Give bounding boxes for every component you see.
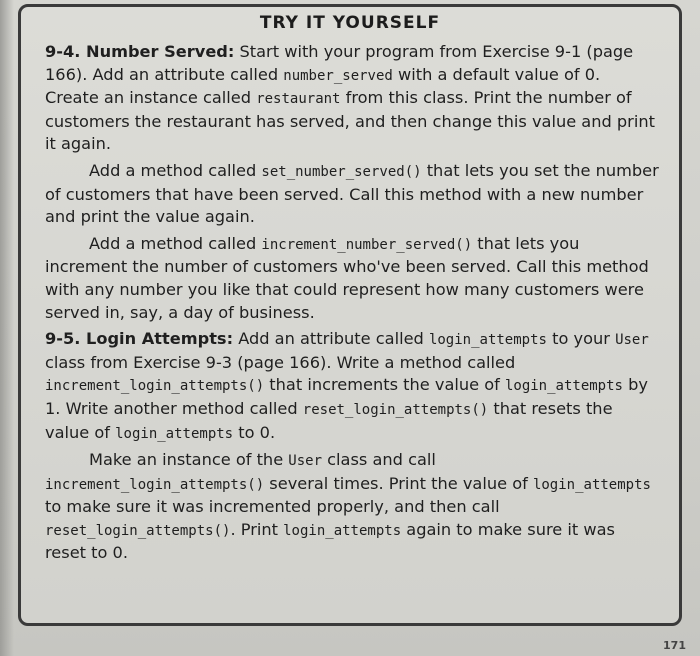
text: class and call xyxy=(322,450,436,470)
text: from this class. Print the number of customers the restaurant has served, and then change this value and print it again. xyxy=(45,88,655,154)
exercise-9-4-paragraph-2 xyxy=(45,160,659,229)
text: that lets you set the number of customers that have been served. Call this method with a new number and print the value again. xyxy=(45,160,659,227)
code-user: User xyxy=(288,453,323,470)
text: Add a method called xyxy=(89,233,262,253)
text: several times. Print the value of xyxy=(264,473,533,493)
code-increment-number-served: increment_number_served() xyxy=(261,236,473,253)
text: class from Exercise 9-3 (page 166). Write a method called xyxy=(45,352,516,372)
exercise-9-4-heading: 9-4. Number Served: xyxy=(45,42,235,61)
code-increment-login-attempts: increment_login_attempts() xyxy=(45,378,265,395)
code-login-attempts: login_attempts xyxy=(532,476,651,493)
exercise-9-5-paragraph-2 xyxy=(45,449,659,565)
exercise-content xyxy=(45,41,659,569)
try-it-yourself-box xyxy=(18,4,682,626)
code-number-served: number_served xyxy=(283,67,393,84)
text: again to make sure it was reset to 0. xyxy=(45,519,615,563)
code-restaurant: restaurant xyxy=(256,91,341,108)
box-title: TRY IT YOURSELF xyxy=(259,13,441,33)
text: to your xyxy=(546,329,616,349)
text: Add an attribute called xyxy=(233,329,429,349)
text: Make an instance of the xyxy=(89,450,289,470)
code-increment-login-attempts: increment_login_attempts() xyxy=(45,476,265,493)
exercise-9-4-paragraph-3 xyxy=(45,233,659,324)
page-number: 171 xyxy=(663,639,686,652)
text: that increments the value of xyxy=(264,375,505,395)
code-login-attempts: login_attempts xyxy=(504,378,623,395)
text: by 1. Write another method called xyxy=(45,375,648,418)
code-user: User xyxy=(615,332,649,349)
binding-shadow xyxy=(0,0,14,656)
code-reset-login-attempts: reset_login_attempts() xyxy=(45,522,231,539)
text: Start with your program from Exercise 9-1 (page 166). Add an attribute called xyxy=(45,42,634,84)
code-login-attempts: login_attempts xyxy=(283,522,402,539)
text: Add a method called xyxy=(89,160,262,180)
exercise-9-5-paragraph-1 xyxy=(45,328,659,445)
code-set-number-served: set_number_served() xyxy=(261,163,422,180)
text: to make sure it was incremented properly, and then call xyxy=(45,497,500,517)
text: with a default value of 0. Create an instance called xyxy=(45,64,601,108)
code-login-attempts: login_attempts xyxy=(428,332,547,349)
text: that lets you increment the number of customers who've been served. Call this method with any number you like that could represent how many customers were served in, say, a day of business. xyxy=(45,233,649,322)
exercise-9-5-heading: 9-5. Login Attempts: xyxy=(45,329,234,349)
code-login-attempts: login_attempts xyxy=(115,425,234,442)
text: that resets the value of xyxy=(45,398,613,442)
exercise-9-4-paragraph-1 xyxy=(45,41,659,156)
code-reset-login-attempts: reset_login_attempts() xyxy=(302,401,489,418)
text: to 0. xyxy=(233,422,276,442)
text: . Print xyxy=(230,519,284,539)
